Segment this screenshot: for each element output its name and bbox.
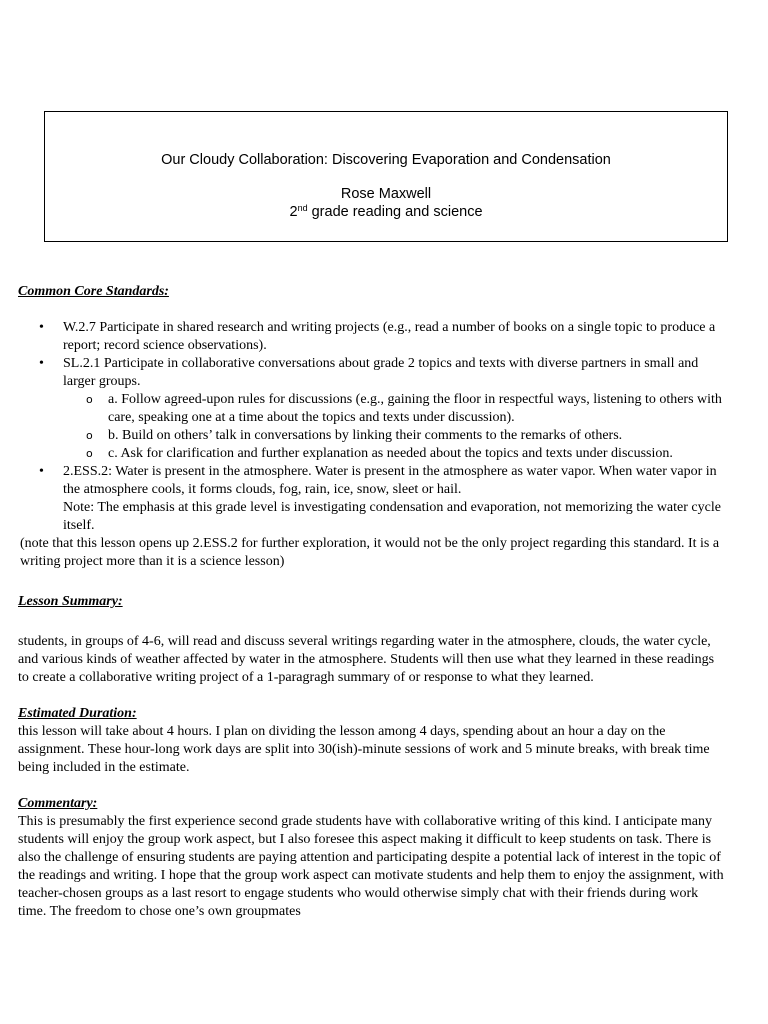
standard-item — [18, 319, 726, 355]
substandard-text: c. Ask for clarification and further explanation as needed about the topics and texts under discussion. — [108, 446, 673, 461]
grade-rest: grade reading and science — [307, 204, 483, 220]
standard-text: 2.ESS.2: Water is present in the atmosphere. Water is present in the atmosphere as water vapor. When water vapor in the atmosphere cools, it forms clouds, fog, rain, ice, snow, sleet or hail. — [63, 464, 717, 497]
hollow-bullet-icon: o — [86, 393, 93, 406]
grade-number: 2 — [289, 204, 298, 220]
hollow-bullet-icon: o — [86, 429, 93, 442]
standards-heading: Common Core Standards: — [18, 284, 169, 299]
standards-remark: (note that this lesson opens up 2.ESS.2 for further exploration, it would not be the only project regarding this standard. It is a writing project more than it is a science lesson) — [20, 536, 720, 569]
title-box — [44, 111, 728, 242]
substandard-text: b. Build on others’ talk in conversations by linking their comments to the remarks of others. — [108, 428, 623, 443]
summary-text: students, in groups of 4-6, will read and discuss several writings regarding water in the atmosphere, clouds, the water cycle, and various kinds of weather affected by water in the atmosphere. Students will then use what they learned in these readings to create a collaborative writing project of a 1-paragragh summary of or response to what they learned. — [18, 634, 715, 685]
author-name: Rose Maxwell — [340, 186, 432, 202]
substandards-list — [63, 391, 726, 463]
summary-heading: Lesson Summary: — [18, 594, 123, 609]
grade-subject — [45, 204, 727, 220]
commentary-heading: Commentary: — [18, 796, 98, 811]
substandard-item — [63, 391, 726, 427]
substandard-text: a. Follow agreed-upon rules for discussions (e.g., gaining the floor in respectful ways, listening to others with care, speaking one at a time about the topics and texts under discussion). — [108, 392, 722, 425]
standard-text: W.2.7 Participate in shared research and writing projects (e.g., read a number of books on a single topic to produce a report; record science observations). — [63, 320, 716, 353]
standard-text: SL.2.1 Participate in collaborative conversations about grade 2 topics and texts with diverse partners in small and larger groups. — [63, 356, 699, 389]
hollow-bullet-icon: o — [86, 447, 93, 460]
substandard-item — [63, 427, 726, 445]
document-title: Our Cloudy Collaboration: Discovering Evaporation and Condensation — [161, 152, 611, 168]
bullet-icon: • — [39, 356, 44, 371]
commentary-text: This is presumably the first experience second grade students have with collaborative writing of this kind. I anticipate many students will enjoy the group work aspect, but I also foresee this aspect making it difficult to keep students on task. There is also the challenge of ensuring students are paying attention and participating despite a potential lack of interest in the topic of the readings and writing. I hope that the group work aspect can motivate students and help them to enjoy the assignment, with teacher-chosen groups as a last resort to engage students who would otherwise simply chat with their friends during work time. The freedom to chose one’s own groupmates — [18, 814, 724, 919]
duration-heading: Estimated Duration: — [18, 706, 137, 721]
standards-list — [18, 319, 726, 535]
standard-item — [18, 463, 726, 535]
bullet-icon: • — [39, 464, 44, 479]
substandard-item — [63, 445, 726, 463]
standard-note: Note: The emphasis at this grade level is investigating condensation and evaporation, not memorizing the water cycle itself. — [63, 500, 721, 533]
grade-suffix: nd — [297, 203, 308, 213]
bullet-icon: • — [39, 320, 44, 335]
document-body — [18, 283, 726, 921]
duration-text: this lesson will take about 4 hours. I plan on dividing the lesson among 4 days, spending about an hour a day on the assignment. These hour-long work days are split into 30(ish)-minute sessions of work and 5 minute breaks, with break time being included in the estimate. — [18, 724, 710, 775]
standard-item — [18, 355, 726, 463]
